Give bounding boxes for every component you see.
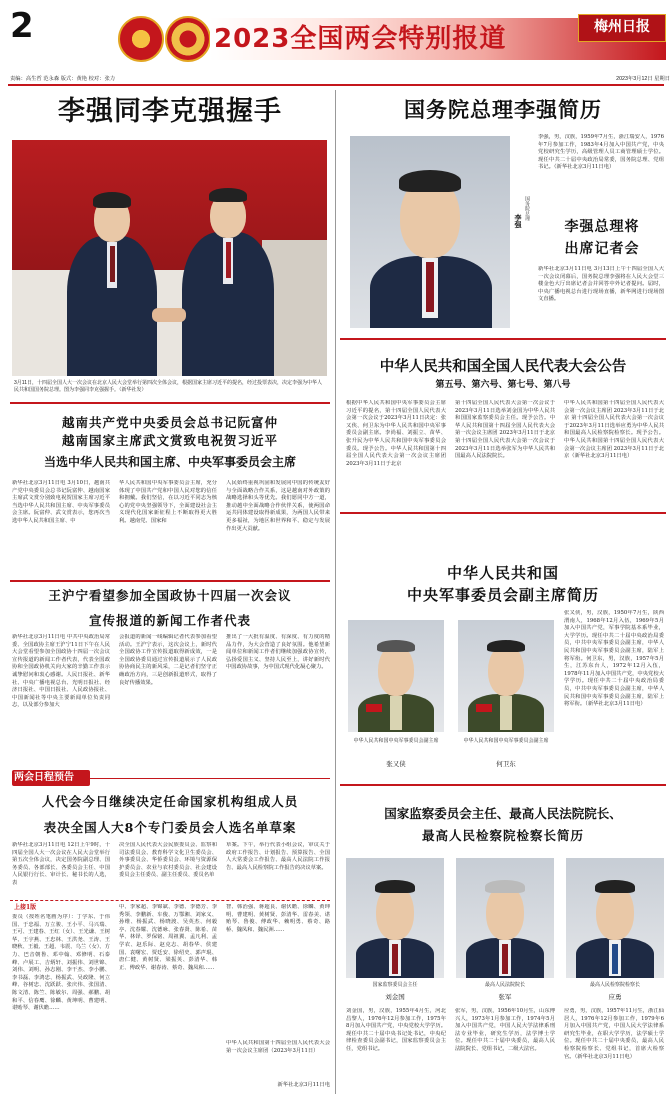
kicker-rule bbox=[90, 778, 330, 779]
story2-headline-3: 当选中华人民共和国主席、中央军事委员会主席 bbox=[43, 455, 296, 469]
li-qiang-bio-body: 李强，男，汉族，1959年7月生，浙江瑞安人，1976年7月参加工作，1983年4月加入中国共产党，中央党校研究生学历，高级管理人员工商管理硕士学位。现任中共二十届中央政治局常委，国务院总理、党组书记。（新华社北京3月11日电） bbox=[538, 134, 664, 171]
special-report-title: 2023全国两会特别报道 bbox=[214, 24, 507, 54]
committee-dateline: 新华社北京3月11日电 bbox=[277, 1082, 330, 1088]
press-conference-headline-1: 李强总理将 bbox=[564, 219, 640, 235]
bio2-rule bbox=[340, 784, 666, 786]
committee-list-col3: 智、韩治强、蒋超良、谢伏瞻、徐麟、黄坤明、曹建明、黄树贤、彭清华、雷春美、谌贻琴、鲁俊、傅政华、赖明勇、蔡奇、路桥、魏凤和、魏民洲…… bbox=[226, 904, 330, 933]
bio1-rule bbox=[340, 338, 666, 340]
story2-body-col2: 华人民共和国中央军事委员会主席，充分体现了中国共产党和中国人民对您的信任和拥戴。我们坚信，在以习近平同志为核心的党中央坚强领导下，全面建设社会主义现代化国家新征程上不断取得更大胜利。越南党、国家和 bbox=[119, 480, 217, 524]
national-emblem-icon bbox=[118, 16, 164, 62]
committee-list-col1: 委员（按姓名笔画为序）：丁学东、于伟国、于忠福、万立骏、王小平、马兴瑞、王可、王建春、王红（女）、王光谦、王树华、王宇燕、王忠林、王洪尧、王涛、王晓秋、王毅、王超、韦震、乌兰（女）、方力、巴音朝鲁、邓中翰、邓修明、石泰峰、卢展工、吉炳轩、刘振伟、刘世锦、刘伟、刘明、孙志刚、李干杰、李小鹏、李书磊、李鸿忠、杨振武、吴政隆、何立峰、谷树忠、沈跃跃、张庆伟、张国清、陈文清、陈竺、陈敏尔、周强、郝鹏、胡和平、信春鹰、徐麟、黄坤明、曹建明、谌贻琴、谢伏瞻…… bbox=[12, 914, 110, 1012]
zhang-jun-bio: 张军，男，汉族，1956年10月生，山东博兴人，1973年1月参加工作，1974年5月加入中国共产党，中国人民大学法律系刑法专业毕业，研究生学历，法学博士学位。现任中共二十届中央委员，最高人民法院院长、党组书记，二级大法官。 bbox=[455, 1008, 555, 1052]
story3-headline-2: 宣传报道的新闻工作者代表 bbox=[88, 613, 251, 628]
liu-jinguo-role: 国家监察委员会主任 bbox=[372, 982, 418, 988]
story4-headline-1: 人代会今日继续决定任命国家机构组成人员 bbox=[41, 794, 299, 809]
lead-photo-caption: 3月11日，十四届全国人大一次会议在北京人民大会堂举行第四次全体会议，根据国家主席习近平的提名，经过投票表决，决定李强为中华人民共和国国务院总理。图为李强同李克强握手。（新华社发） bbox=[14, 380, 322, 393]
zhang-jun-name: 张军 bbox=[498, 994, 512, 1001]
story3-headline-1: 王沪宁看望参加全国政协十四届一次会议 bbox=[48, 588, 292, 603]
zhang-youxia-name: 张又侠 bbox=[386, 761, 406, 768]
liu-jinguo-name: 刘金国 bbox=[385, 994, 405, 1001]
column-divider bbox=[335, 90, 336, 1094]
press-conference-body: 新华社北京3月11日电 3月13日上午十四届全国人大一次会议闭幕后，国务院总理李强将在人民大会堂三楼金色大厅出席记者会并回答中外记者提问。届时，中央广播电视总台进行现场直播，新华网进行现场图文直播。 bbox=[538, 266, 664, 303]
npc-notice-col2: 第十四届全国人民代表大会第一次会议于2023年3月11日选举刘金国为中华人民共和国国家监察委员会主任。现予公告。中华人民共和国第十四届全国人民代表大会第一次会议主席团 2023年3月11日于北京 第十四届全国人民代表大会第一次会议于2023年3月11日选举张军为中华人民共和国最高人民法院院长。 bbox=[455, 400, 555, 460]
he-weidong-role: 中华人民共和国中央军事委员会副主席 bbox=[463, 738, 549, 744]
zhang-youxia-role: 中华人民共和国中央军事委员会副主席 bbox=[353, 738, 439, 744]
ying-yong-role: 最高人民检察院检察长 bbox=[589, 982, 640, 988]
handshake-photo bbox=[12, 140, 327, 376]
judicial-bio-headline-1: 国家监察委员会主任、最高人民法院院长、 bbox=[384, 806, 622, 821]
continued-label: 上接1版 bbox=[14, 904, 37, 911]
issue-date: 2023年3月12日 星期日 bbox=[616, 76, 670, 82]
story3-body-col1: 新华社北京3月11日电 中共中央政治局常委、全国政协主席王沪宁11日下午在人民大会堂看望参加全国政协十四届一次会议宣传报道的新闻工作者代表，代表全国政协和全国政协机关向大家的辛勤工作表示诚挚慰问和衷心感谢。人民日报社、新华社、中央广播电视总台、光明日报社、经济日报社、中国日报社、人民政协报社、中国新闻社等中央主要新闻单位负责同志，以及部分参加大 bbox=[12, 634, 110, 709]
schedule-preview-kicker: 两会日程预告 bbox=[14, 772, 74, 783]
li-qiang-bio-headline: 国务院总理李强简历 bbox=[404, 97, 602, 122]
newspaper-brand: 梅州日报 bbox=[594, 19, 650, 35]
ying-yong-portrait bbox=[566, 858, 664, 978]
he-weidong-portrait bbox=[458, 620, 554, 732]
liu-jinguo-portrait bbox=[346, 858, 444, 978]
cppcc-emblem-icon bbox=[165, 16, 211, 62]
story2-body-col3: 人民始终重视巩固和发展同中国的传统友好与全面战略合作关系，这是越南对外政策的战略选择和头等优先。我们愿同中方一道，推动越中全面战略合作伙伴关系，使两国命运共同体建设取得新成果，为两国人民带来更多福祉，为地区和世界和平、稳定与发展作出更大贡献。 bbox=[226, 480, 330, 532]
page-number: 2 bbox=[10, 6, 34, 46]
he-weidong-name: 何卫东 bbox=[496, 761, 516, 768]
committee-footer: 中华人民共和国第十四届全国人民代表大会第一次会议主席团（2023年3月11日） bbox=[226, 1040, 330, 1054]
story4-body-col2: 决全国人民代表大会民族委员会、监察和司法委员会、教育科学文化卫生委员会、外事委员会、华侨委员会、环境与资源保护委员会、农业与农村委员会、社会建设委员会主任委员、副主任委员、委员名单 bbox=[119, 842, 217, 879]
story3-body-col3: 推出了一大批有温度、有深度、有力度的精品力作，为大会营造了良好氛围。他希望新闻单位和新闻工作者们继续加强政协宣传，弘扬爱国主义、坚持人民至上，讲好新时代中国政协故事，为中国式现代化凝心聚力。 bbox=[226, 634, 330, 671]
cmc-bio-headline-1: 中华人民共和国 bbox=[446, 564, 559, 582]
press-conference-headline-2: 出席记者会 bbox=[564, 241, 640, 257]
lead-rule bbox=[10, 402, 330, 404]
cmc-bio-headline-2: 中央军事委员会副主席简历 bbox=[406, 586, 599, 604]
story3-body-col2: 会报道的新闻一线编辑记者代表参加看望活动。王沪宁表示，这次会议上，新时代全国政协工作宣传报道取得新成效，一是全国政协委员通过宣传报道展示了人民政协协商民主的新风采，二是记者们坚守正确政治方向，三是创新报道形式，取得了良好传播效果。 bbox=[119, 634, 217, 686]
liu-jinguo-bio: 刘金国，男，汉族，1955年4月生，河北昌黎人，1976年12月参加工作，1975年8月加入中国共产党，中央党校大学学历。现任中共二十届中央书记处书记，中央纪律检查委员会副书记，国家监察委员会主任，党组书记。 bbox=[346, 1008, 446, 1052]
lead-headline: 李强同李克强握手 bbox=[58, 96, 282, 127]
li-qiang-portrait bbox=[350, 136, 510, 328]
story2-headline-1: 越南共产党中央委员会总书记阮富仲 bbox=[61, 415, 278, 430]
zhang-jun-portrait bbox=[456, 858, 554, 978]
npc-notice-subtitle: 第五号、第六号、第七号、第八号 bbox=[435, 380, 571, 390]
zhang-jun-role: 最高人民法院院长 bbox=[484, 982, 525, 988]
editor-credits: 责编：高生哲 范永森 版式：黄艳 校对：张力 bbox=[10, 76, 116, 82]
story4-body-col3: 草案。下午，举行代表小组会议，审议关于政府工作报告、计划报告、预算报告、全国人大常委会工作报告、最高人民法院工作报告、最高人民检察院工作报告的决议草案。 bbox=[226, 842, 330, 871]
zhang-youxia-portrait bbox=[348, 620, 444, 732]
header-rule bbox=[8, 84, 664, 86]
ying-yong-bio: 应勇，男，汉族，1957年11月生，浙江仙居人，1976年12月参加工作，1979年6月加入中国共产党，中国人民大学法律系研究生毕业，在职大学学历，法学硕士学位。现任中共二十届中央委员，最高人民检察院检察长、党组书记，首席大检察官。（新华社北京3月11日电） bbox=[564, 1008, 664, 1060]
committee-list-col2: 中、李家超、李锦斌、李德、李德芳、李秀领、李鹏新、车俊、万鄂湘、刘家义、孙维、杨振武、杨晓渡、吴英杰、何毅亭、沈春耀、沈德咏、张春贤、陈希、苗华、林铎、罗保铭、周祖翼、孟凡利、孟学农、赵乐际、赵克志、胡春华、侯建国、袁曙宏、贾廷安、徐绍史、郭声琨、唐仁健、黄树贤、梁振英、彭清华、韩正、傅政华、谢春涛、蔡奇、魏凤和…… bbox=[119, 904, 217, 971]
story2-rule bbox=[10, 580, 330, 582]
story4-body-col1: 新华社北京3月11日电 12日上午9时，十四届全国人大一次会议在人民大会堂举行第五次全体会议，决定国务院副总理、国务委员、各部部长、各委员会主任、中国人民银行行长、审计长、秘书长的人选，表 bbox=[12, 842, 110, 886]
story2-headline-2: 越南国家主席武文赏致电祝贺习近平 bbox=[61, 433, 278, 448]
cmc-bio-body: 张又侠，男，汉族，1950年7月生，陕西渭南人，1968年12月入伍，1969年5月加入中国共产党，军事学院基本系毕业，大学学历。现任中共二十届中央政治局委员，中共中央军事委员会副主席，中华人民共和国中央军事委员会副主席，陆军上将军衔。何卫东，男，汉族，1957年5月生，江苏东台人，1972年12月入伍，1978年11月加入中国共产党，中央党校大学学历。现任中共二十届中央政治局委员，中共中央军事委员会副主席，中华人民共和国中央军事委员会副主席，陆军上将军衔。（新华社北京3月11日电） bbox=[564, 610, 664, 708]
npc-notice-col1: 根据中华人民共和国中央军事委员会主席习近平的提名，第十四届全国人民代表大会第一次会议于2023年3月11日决定：张又侠、何卫东为中华人民共和国中央军事委员会副主席。李尚福、刘振立、苗华、张升民为中华人民共和国中央军事委员会委员。现予公告。中华人民共和国第十四届全国人民代表大会第一次会议主席团 2023年3月11日于北京 bbox=[346, 400, 446, 467]
judicial-bio-headline-2: 最高人民检察院检察长简历 bbox=[421, 828, 584, 843]
li-qiang-vertical-name: 李强 bbox=[514, 214, 523, 228]
npc-notice-headline: 中华人民共和国全国人民代表大会公告 bbox=[379, 358, 627, 375]
npc-notice-col3: 中华人民共和国第十四届全国人民代表大会第一次会议主席团 2023年3月11日于北京 第十四届全国人民代表大会第一次会议于2023年3月11日选举应勇为中华人民共和国最高人民检察院检察长。现予公告。中华人民共和国第十四届全国人民代表大会第一次会议主席团 2023年3月11日于北京（新华社北京3月11日电） bbox=[564, 400, 664, 460]
story4-headline-2: 表决全国人大8个专门委员会人选名单草案 bbox=[43, 820, 297, 835]
notice-rule bbox=[340, 512, 666, 514]
ying-yong-name: 应勇 bbox=[608, 994, 622, 1001]
li-qiang-vertical-role: 国务院总理 bbox=[524, 196, 530, 221]
story2-body-col1: 新华社北京3月11日电 3月10日，越南共产党中央委员会总书记阮富仲、越南国家主席武文赏分别致电祝贺国家主席习近平当选中华人民共和国主席、中央军事委员会主席。阮富仲、武文赏表示，您再次当选中华人民共和国主席、中 bbox=[12, 480, 110, 524]
